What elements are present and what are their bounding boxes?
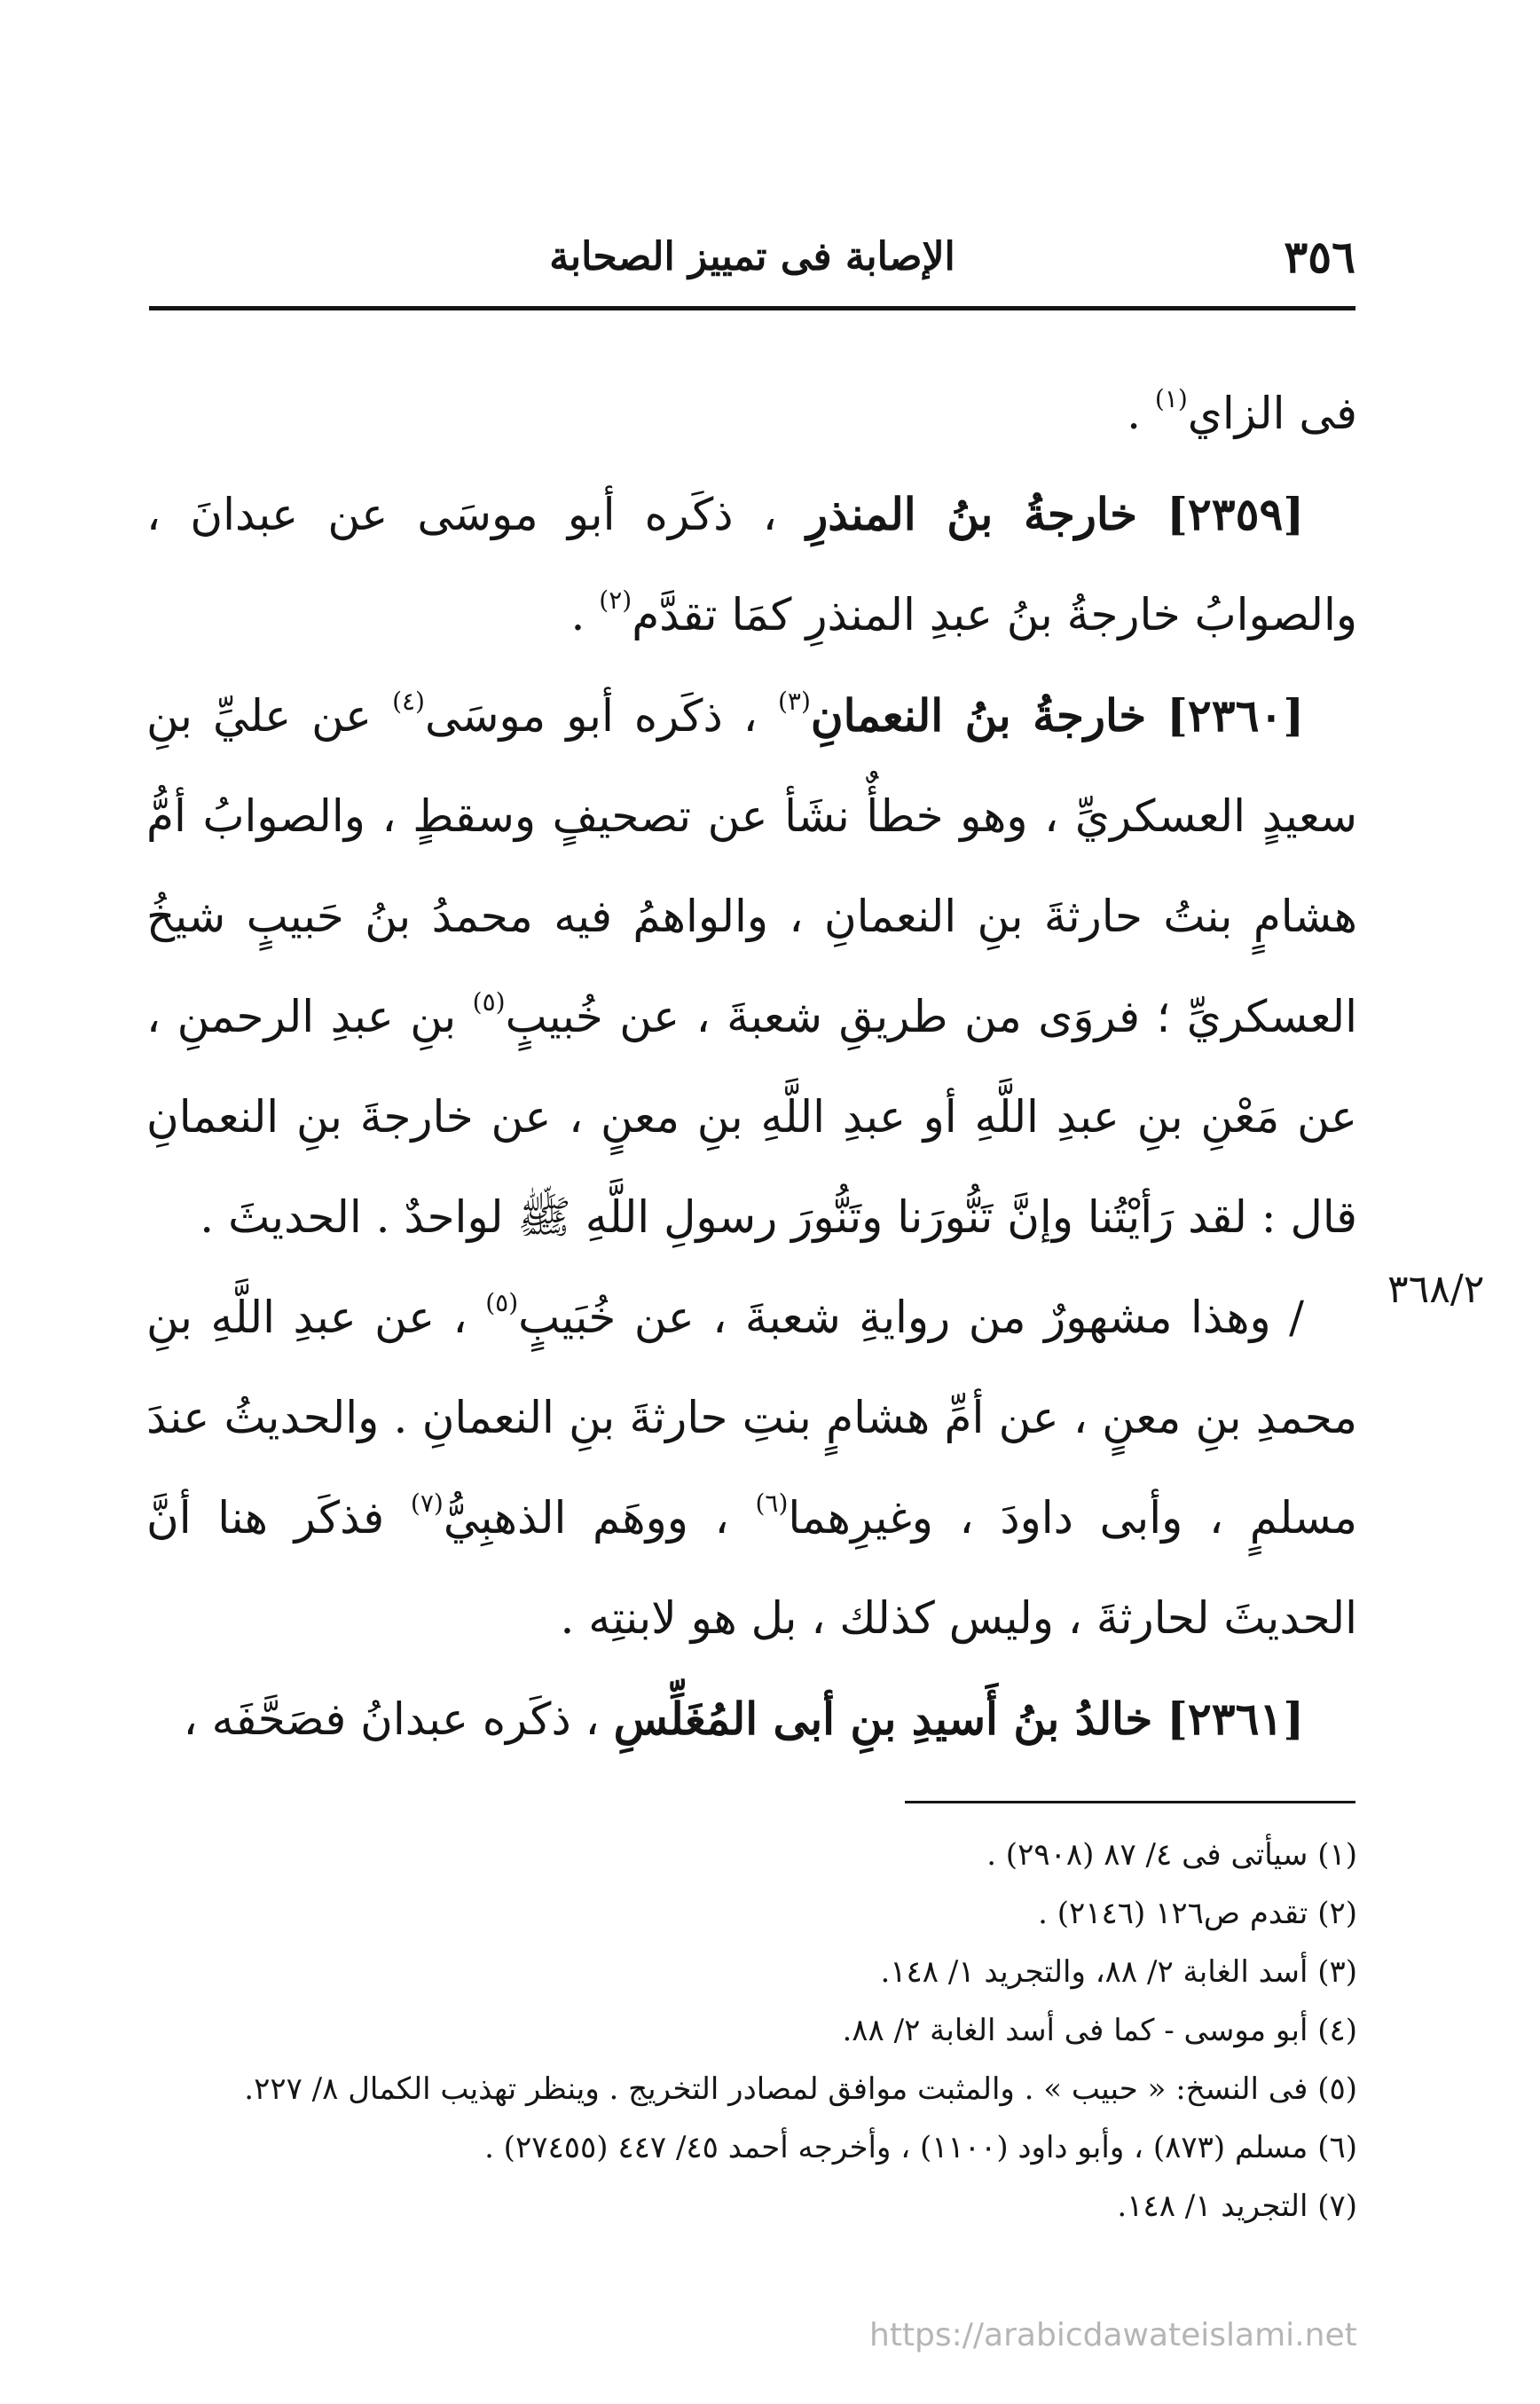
- text-segment: .: [570, 589, 600, 640]
- text-segment: ، عن عبدِ اللَّهِ بنِ محمدِ بنِ معنٍ ، عن أمِّ هشامٍ بنتِ حارثةَ بنِ النعمانِ . والحديثُ عندَ مسلمٍ ، وأبى داودَ ، وغيرِهما: [146, 1292, 1357, 1544]
- footnote-6: (٦) مسلم (٨٧٣) ، وأبو داود (١١٠٠) ، وأخرجه أحمد ٤٥/ ٤٤٧ (٢٧٤٥٥) .: [484, 2130, 1357, 2165]
- entry-number: [٢٣٦١]: [1167, 1693, 1304, 1745]
- footnotes-section: [146, 1826, 1357, 2235]
- entry-name: خالدُ بنُ أَسيدِ بنِ أبى المُغَلِّسِ: [613, 1693, 1153, 1745]
- footnote-marker[interactable]: (٢): [599, 585, 632, 615]
- main-text: [146, 364, 1357, 1770]
- entry-text: بنِ عبدِ الرحمنِ ، عن مَعْنِ بنِ عبدِ اللَّهِ أو عبدِ اللَّهِ بنِ معنٍ ، عن خارجةَ بنِ النعمانِ قال : لقد رَأيْتُنا وإنَّ تَنُّورَنا وتَنُّورَ رسولِ اللَّهِ ﷺ لواحدٌ . الحديثَ .: [146, 991, 1357, 1243]
- footnote-marker[interactable]: (٤): [392, 687, 425, 716]
- margin-volume-page-reference: ٣٦٨/٢: [1387, 1267, 1485, 1312]
- footnote-5: (٥) فى النسخ: « حبيب » . والمثبت موافق لمصادر التخريج . وينظر تهذيب الكمال ٨/ ٢٢٧.: [244, 2071, 1357, 2107]
- entry-number: [٢٣٥٩]: [1167, 488, 1304, 540]
- text-segment: ، ووهَم الذهبِيُّ: [443, 1492, 756, 1544]
- entry-number: [٢٣٦٠]: [1167, 689, 1304, 742]
- footnote-3: (٣) أسد الغابة ٢/ ٨٨، والتجريد ١/ ١٤٨.: [880, 1954, 1357, 1990]
- footnote-marker[interactable]: (٥): [485, 1288, 519, 1317]
- entry-text: ، ذكَره عبدانُ فصَحَّفَه ،: [183, 1693, 600, 1745]
- text-segment: / وهذا مشهورٌ من روايةِ شعبةَ ، عن خُبَيبٍ: [518, 1292, 1304, 1343]
- paragraph-continuation-1: [146, 364, 1357, 464]
- watermark-url: https://arabicdawateislami.net: [869, 2317, 1357, 2353]
- footnote-1: (١) سيأتى فى ٤/ ٨٧ (٢٩٠٨) .: [986, 1837, 1357, 1873]
- text-segment: فى الزاي: [1187, 388, 1357, 439]
- entry-name: خارجةُ بنُ المنذرِ: [806, 488, 1138, 540]
- entry-2360: [146, 665, 1357, 1268]
- footnote-2: (٢) تقدم ص١٢٦ (٢١٤٦) .: [1038, 1896, 1357, 1931]
- footnote-marker[interactable]: (٥): [472, 987, 506, 1017]
- paragraph-continuation-2: [146, 1268, 1357, 1669]
- entry-text: عن عليِّ بنِ سعيدٍ العسكريِّ ، وهو خطأٌ نشَأ عن تصحيفٍ وسقطٍ ، والصوابُ أمُّ هشامٍ بنتُ حارثةَ بنِ النعمانِ ، والواهمُ فيه محمدُ بنُ حَبيبٍ شيخُ العسكريِّ ؛ فروَى من طريقِ شعبةَ ، عن خُبيبٍ: [146, 690, 1357, 1042]
- entry-2361: [146, 1669, 1357, 1770]
- footnote-marker[interactable]: (٧): [410, 1489, 444, 1518]
- footnote-marker[interactable]: (٣): [777, 687, 811, 716]
- header-divider: [149, 306, 1355, 310]
- text-segment: فذكَر هنا أنَّ الحديثَ لحارثةَ ، وليس كذلك ، بل هو لابنتِه .: [146, 1492, 1357, 1644]
- entry-name: خارجةُ بنُ النعمانِ: [810, 689, 1147, 742]
- entry-text: ، ذكَره أبو موسَى: [424, 690, 778, 742]
- footnote-4: (٤) أبو موسى - كما فى أسد الغابة ٢/ ٨٨.: [842, 2013, 1357, 2048]
- footnote-divider: [905, 1801, 1355, 1803]
- footnote-marker[interactable]: (١): [1154, 384, 1188, 413]
- entry-text: ، ذكَره أبو موسَى عن عبدانَ ، والصوابُ خارجةُ بنُ عبدِ المنذرِ كمَا تقدَّم: [146, 489, 1357, 640]
- entry-2359: [146, 464, 1357, 665]
- page-header: [149, 222, 1355, 293]
- text-segment: .: [1127, 388, 1155, 439]
- footnote-marker[interactable]: (٦): [755, 1489, 789, 1518]
- book-title: الإصابة فى تمييز الصحابة: [549, 234, 955, 279]
- footnote-7: (٧) التجريد ١/ ١٤٨.: [1117, 2188, 1357, 2224]
- page-number: ٣٥٦: [1284, 231, 1355, 283]
